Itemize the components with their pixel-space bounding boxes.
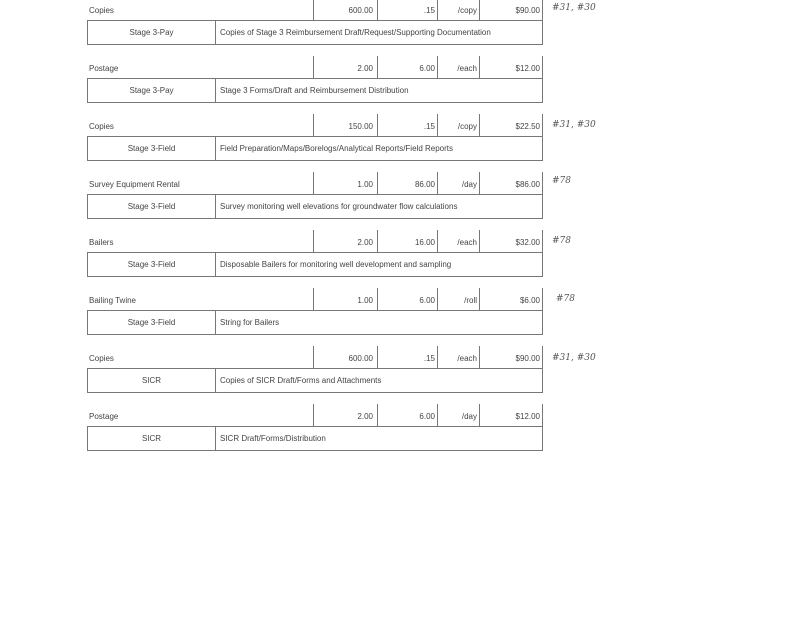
- item-name: Survey Equipment Rental: [89, 180, 180, 189]
- expense-entry: [87, 404, 543, 451]
- unit: /each: [457, 64, 477, 73]
- quantity: 150.00: [348, 122, 373, 131]
- item-name: Postage: [89, 412, 119, 421]
- expense-entry: [87, 346, 543, 393]
- expense-entry: [87, 114, 543, 161]
- unit-rate: 86.00: [414, 180, 435, 189]
- handwritten-note: #31, #30: [552, 3, 596, 13]
- expense-entry: [87, 230, 543, 277]
- description: Survey monitoring well elevations for groundwater flow calculations: [220, 202, 458, 211]
- description: String for Bailers: [220, 318, 280, 327]
- handwritten-note: #78: [552, 176, 571, 186]
- stage-label: Stage 3-Field: [88, 195, 216, 218]
- unit: /each: [457, 238, 477, 247]
- quantity: 600.00: [348, 6, 373, 15]
- description: Copies of SICR Draft/Forms and Attachments: [220, 376, 382, 385]
- stage-label: Stage 3-Field: [88, 253, 216, 276]
- unit-rate: 6.00: [419, 412, 435, 421]
- unit-rate: .15: [423, 354, 435, 363]
- expense-entry: [87, 56, 543, 103]
- line-total: $32.00: [515, 238, 540, 247]
- item-name: Postage: [89, 64, 119, 73]
- description: Stage 3 Forms/Draft and Reimbursement Distribution: [220, 86, 409, 95]
- stage-label: Stage 3-Pay: [88, 21, 216, 44]
- unit: /day: [461, 180, 477, 189]
- quantity: 2.00: [357, 238, 373, 247]
- stage-label: Stage 3-Pay: [88, 79, 216, 102]
- item-name: Copies: [89, 122, 114, 131]
- unit-rate: 16.00: [414, 238, 435, 247]
- line-total: $90.00: [515, 354, 540, 363]
- expense-entry: [87, 172, 543, 219]
- stage-label: Stage 3-Field: [88, 137, 216, 160]
- stage-label: SICR: [88, 369, 216, 392]
- handwritten-note: #31, #30: [552, 120, 596, 130]
- handwritten-note: #78: [556, 294, 575, 304]
- line-total: $6.00: [519, 296, 540, 305]
- description: Disposable Bailers for monitoring well development and sampling: [220, 260, 452, 269]
- description: SICR Draft/Forms/Distribution: [220, 434, 326, 443]
- unit: /copy: [457, 6, 477, 15]
- description: Field Preparation/Maps/Borelogs/Analytical Reports/Field Reports: [220, 144, 453, 153]
- item-name: Bailers: [89, 238, 114, 247]
- description: Copies of Stage 3 Reimbursement Draft/Request/Supporting Documentation: [220, 28, 491, 37]
- expense-entry: [87, 0, 543, 45]
- quantity: 600.00: [348, 354, 373, 363]
- line-total: $12.00: [515, 412, 540, 421]
- line-total: $90.00: [515, 6, 540, 15]
- item-name: Copies: [89, 354, 114, 363]
- unit: /day: [461, 412, 477, 421]
- quantity: 2.00: [357, 412, 373, 421]
- line-total: $86.00: [515, 180, 540, 189]
- stage-label: Stage 3-Field: [88, 311, 216, 334]
- quantity: 1.00: [357, 296, 373, 305]
- item-name: Copies: [89, 6, 114, 15]
- item-name: Bailing Twine: [89, 296, 136, 305]
- unit: /each: [457, 354, 477, 363]
- unit-rate: 6.00: [419, 64, 435, 73]
- unit: /roll: [464, 296, 477, 305]
- unit-rate: .15: [423, 6, 435, 15]
- quantity: 1.00: [357, 180, 373, 189]
- unit-rate: .15: [423, 122, 435, 131]
- stage-label: SICR: [88, 427, 216, 450]
- unit-rate: 6.00: [419, 296, 435, 305]
- line-total: $22.50: [515, 122, 540, 131]
- quantity: 2.00: [357, 64, 373, 73]
- unit: /copy: [457, 122, 477, 131]
- handwritten-note: #78: [552, 236, 571, 246]
- handwritten-note: #31, #30: [552, 353, 596, 363]
- expense-entry: [87, 288, 543, 335]
- line-total: $12.00: [515, 64, 540, 73]
